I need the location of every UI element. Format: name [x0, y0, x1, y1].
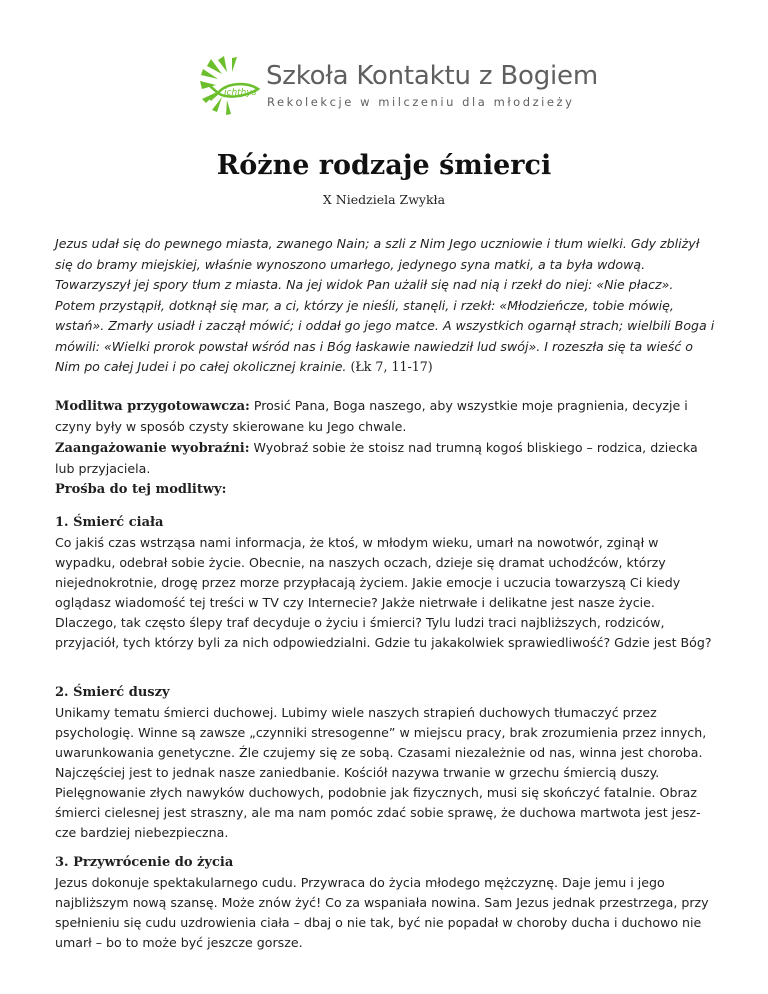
section-heading: 3. Przywrócenie do życia [55, 855, 234, 870]
imagination-label: Zaangażowanie wyobraźni: [55, 441, 250, 456]
imagination-text: Wyobraź sobie że stoisz nad trumną kogoś bliskiego – rodzica, dziecka lub przyjaciela. [55, 440, 698, 476]
section-body-death [55, 513, 715, 653]
section-text: Co jakiś czas wstrząsa nami informacja, że ktoś, w młodym wieku, umarł na nowotwór, zginął w wypadku, odebrał sobie życie. Obecnie, na naszych oczach, dzieje się dramat uchodźców, którzy niejednokrotnie, drogę przez morze przypłacają życiem. Jakie emocje i uczucia towarzyszą Ci kiedy oglądasz wiadomość tej treści w TV czy Internecie? Jakże nietrwałe i delikatne jest nasze życie. Dlaczego, tak często ślepy traf decyduje o życiu i śmierci? Tylu ludzi traci najbliższych, rodziców, przyjaciół, tych którzy byli za nich odpowiedzialni. Gdzie tu jakakolwiek sprawiedliwość? Gdzie jest Bóg? [55, 535, 712, 650]
section-soul-death [55, 683, 715, 843]
page-subtitle: X Niedziela Zwykła [322, 192, 446, 207]
sunburst-fish-logo-icon [196, 55, 262, 119]
gospel-passage [55, 234, 715, 378]
section-restoration-to-life [55, 853, 715, 953]
gospel-reference: (Łk 7, 11-17) [346, 359, 433, 374]
preparatory-prayer-label: Modlitwa przygotowawcza: [55, 399, 250, 414]
imagination-engagement [55, 438, 715, 480]
prayer-request-label: Prośba do tej modlitwy: [55, 482, 227, 497]
gospel-text: Jezus udał się do pewnego miasta, zwanego Nain; a szli z Nim Jego uczniowie i tłum wielki. Gdy zbliżył się do bramy miejskiej, właśnie wynoszono umarłego, jedynego syna matki, a ta była wdową. Towarzyszył jej spory tłum z miasta. Na jej widok Pan użalił się nad nią i rzekł do niej: «Nie płacz». Potem przystąpił, dotknął się mar, a ci, którzy je nieśli, stanęli, i rzekł: «Młodzieńcze, tobie mówię, wstań». Zmarły usiadł i zaczął mówić; i oddał go jego matce. A wszystkich ogarnął strach; wielbili Boga i mówili: «Wielki prorok powstał wśród nas i Bóg łaskawie nawiedził lud swój». I rozeszła się ta wieść o Nim po całej Judei i po całej okolicznej krainie. [55, 236, 715, 374]
prayer-request [55, 480, 715, 500]
section-heading: 1. Śmierć ciała [55, 515, 164, 530]
page-title: Różne rodzaje śmierci [216, 150, 552, 181]
preparatory-prayer [55, 396, 715, 438]
preparatory-prayer-text: Prosić Pana, Boga naszego, aby wszystkie moje pragnienia, decyzje i czyny były w sposób czysty skierowane ku Jego chwale. [55, 398, 688, 434]
logo-subtitle: Rekolekcje w milczeniu dla młodzieży [267, 95, 575, 109]
school-logo [196, 55, 598, 119]
section-text: Jezus dokonuje spektakularnego cudu. Przywraca do życia młodego mężczyznę. Daje jemu i jego najbliższym nową szansę. Może znów żyć! Co za wspaniała nowina. Sam Jezus jednak przestrzega, przy spełnieniu się cudu uzdrowienia ciała – dbaj o nie tak, być nie popadał w choroby ducha i duchowo nie umarł – bo to może być jeszcze gorsze. [55, 875, 709, 950]
logo-mark-letters: ichthys [224, 88, 257, 98]
section-heading: 2. Śmierć duszy [55, 685, 170, 700]
preparation-block [55, 396, 715, 500]
section-text: Unikamy tematu śmierci duchowej. Lubimy wiele naszych strapień duchowych tłumaczyć przez psychologię. Winne są zawsze „czynniki stresogenne” w miejscu pracy, brak zrozumienia przez innych, uwarunkowania genetyczne. Źle czujemy się ze sobą. Czasami niezależnie od nas, winna jest choroba. Najczęściej jest to jednak nasze zaniedbanie. Kościół nazywa trwanie w grzechu śmiercią duszy. Pielęgnowanie złych nawyków duchowych, podobnie jak fizycznych, musi się skończyć fatalnie. Obraz śmierci cielesnej jest straszny, ale ma nam pomóc zdać sobie sprawę, że duchowa martwota jest jesz-cze bardziej niebezpieczna. [55, 705, 707, 840]
logo-title: Szkoła Kontaktu z Bogiem [266, 61, 598, 91]
